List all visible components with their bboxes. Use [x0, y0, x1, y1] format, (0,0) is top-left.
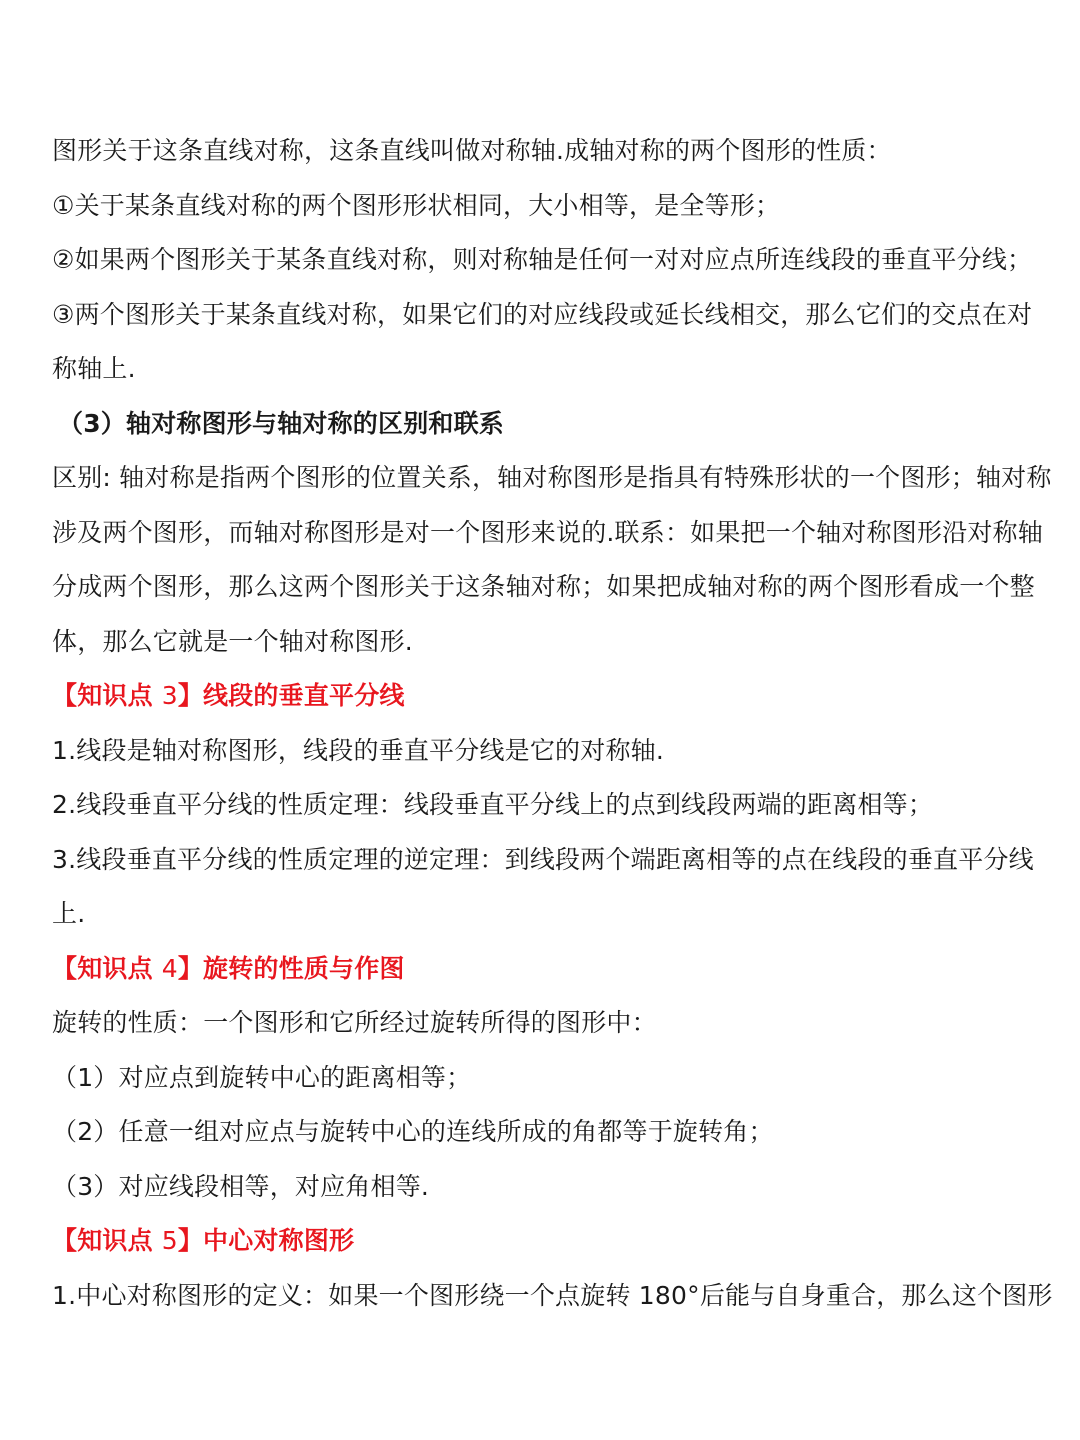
kp-title: 】线段的垂直平分线	[177, 681, 405, 710]
kp-title: 】中心对称图形	[177, 1226, 355, 1255]
paragraph-line: 分成两个图形，那么这两个图形关于这条轴对称；如果把成轴对称的两个图形看成一个整	[52, 572, 1035, 601]
knowledge-point-heading	[52, 1214, 1062, 1269]
kp-open: 【知识点	[52, 681, 162, 710]
section-heading: （3）轴对称图形与轴对称的区别和联系	[58, 408, 504, 438]
paragraph-line: 涉及两个图形，而轴对称图形是对一个图形来说的.联系：如果把一个轴对称图形沿对称轴	[52, 517, 1043, 547]
property-item-3: ③两个图形关于某条直线对称，如果它们的对应线段或延长线相交，那么它们的交点在对	[52, 299, 1033, 329]
kp-number: 5	[161, 1226, 178, 1255]
list-item: 3.线段垂直平分线的性质定理的逆定理：到线段两个端距离相等的点在线段的垂直平分线	[52, 844, 1034, 874]
list-item: 1.线段是轴对称图形，线段的垂直平分线是它的对称轴.	[52, 735, 665, 765]
kp-title: 】旋转的性质与作图	[177, 953, 405, 983]
list-item: （1）对应点到旋转中心的距离相等；	[52, 1062, 472, 1092]
kp-open: 【知识点	[52, 953, 162, 983]
kp-number: 4	[161, 953, 178, 983]
knowledge-point-heading	[52, 669, 1062, 724]
kp-number: 3	[161, 681, 178, 710]
list-item: 2.线段垂直平分线的性质定理：线段垂直平分线上的点到线段两端的距离相等；	[52, 790, 934, 819]
paragraph-line: 体，那么它就是一个轴对称图形.	[52, 626, 413, 656]
property-item-1: ①关于某条直线对称的两个图形形状相同，大小相等，是全等形；	[52, 190, 781, 220]
kp-open: 【知识点	[52, 1226, 162, 1255]
document-page	[52, 124, 1062, 1323]
paragraph-line: 旋转的性质：一个图形和它所经过旋转所得的图形中：	[52, 1008, 657, 1037]
list-item: （2）任意一组对应点与旋转中心的连线所成的角都等于旋转角；	[52, 1117, 774, 1146]
list-item: 1.中心对称图形的定义：如果一个图形绕一个点旋转 180°后能与自身重合，那么这个图形	[52, 1280, 1053, 1310]
paragraph-line: 区别: 轴对称是指两个图形的位置关系，轴对称图形是指具有特殊形状的一个图形；轴对称	[52, 463, 1052, 492]
property-item-3-cont: 称轴上.	[52, 354, 136, 383]
list-item-cont: 上.	[52, 899, 86, 928]
list-item: （3）对应线段相等，对应角相等.	[52, 1171, 430, 1201]
property-item-2: ②如果两个图形关于某条直线对称，则对称轴是任何一对对应点所连线段的垂直平分线；	[52, 245, 1033, 274]
text-line: 图形关于这条直线对称，这条直线叫做对称轴.成轴对称的两个图形的性质：	[52, 136, 892, 165]
knowledge-point-heading	[52, 942, 1062, 997]
